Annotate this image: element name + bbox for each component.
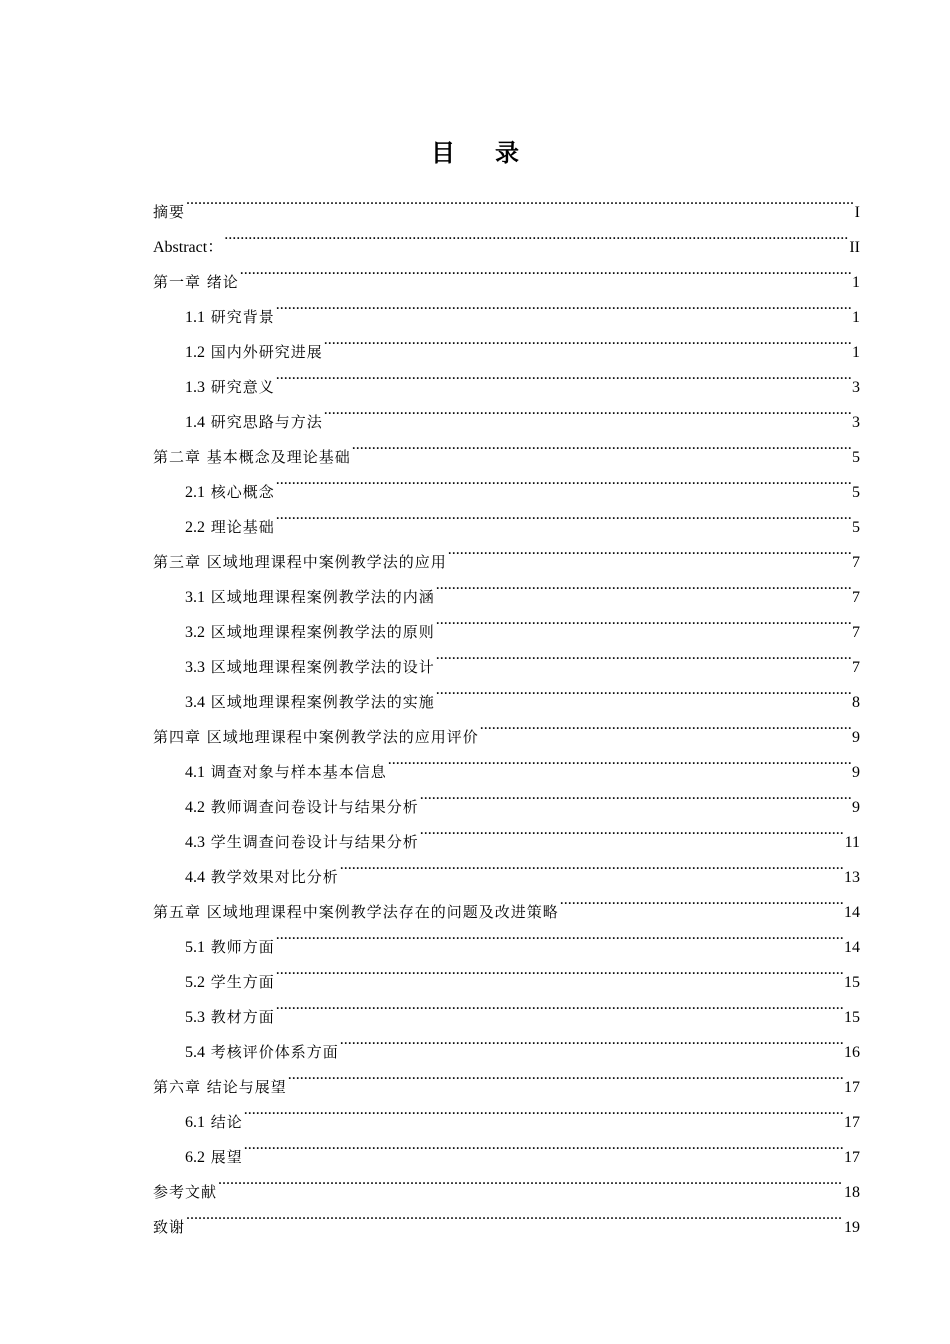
toc-entry-label	[185, 1105, 243, 1140]
toc-page-number: 9	[852, 799, 860, 816]
toc-entry-label	[185, 510, 275, 545]
toc-entry-text: 第二章 基本概念及理论基础	[153, 448, 351, 466]
toc-entry-label	[185, 370, 275, 405]
toc-page-number: 16	[844, 1044, 860, 1061]
toc-dot-leader	[340, 847, 843, 882]
toc-entry-number: 3.1	[185, 589, 205, 606]
toc-entry-text: Abstract：	[153, 239, 224, 256]
toc-dot-leader	[276, 462, 851, 497]
toc-entry-number: 5.2	[185, 974, 205, 991]
toc-dot-leader	[218, 1162, 843, 1197]
toc-entry-text: 展望	[210, 1148, 243, 1166]
toc-entry-number: 4.4	[185, 869, 205, 886]
toc-chapter-entry[interactable]	[153, 182, 860, 221]
toc-dot-leader	[244, 1092, 843, 1127]
toc-entry-text: 国内外研究进展	[210, 343, 323, 361]
toc-page-number: 5	[852, 484, 860, 501]
toc-entry-number: 2.1	[185, 484, 205, 501]
toc-entry-text: 教师方面	[210, 938, 275, 956]
toc-entry-label	[185, 1000, 275, 1035]
table-of-contents	[153, 182, 860, 1236]
toc-entry-text: 第四章 区域地理课程中案例教学法的应用评价	[153, 728, 479, 746]
toc-entry-label	[185, 755, 387, 790]
toc-dot-leader	[288, 1057, 843, 1092]
toc-page-number: 7	[852, 659, 860, 676]
toc-section-entry[interactable]	[153, 287, 860, 326]
toc-entry-text: 第六章 结论与展望	[153, 1078, 287, 1096]
toc-entry-label	[153, 230, 223, 265]
toc-entry-text: 致谢	[153, 1218, 186, 1236]
toc-entry-label	[185, 790, 419, 825]
toc-page-number: 17	[844, 1079, 860, 1096]
toc-dot-leader	[420, 812, 844, 847]
toc-entry-text: 第三章 区域地理课程中案例教学法的应用	[153, 553, 447, 571]
toc-dot-leader	[340, 1022, 843, 1057]
toc-entry-number: 5.4	[185, 1044, 205, 1061]
toc-page-number: 1	[852, 344, 860, 361]
toc-entry-label	[185, 615, 435, 650]
toc-dot-leader	[352, 427, 851, 462]
toc-entry-text: 学生调查问卷设计与结果分析	[210, 833, 419, 851]
toc-entry-text: 第一章 绪论	[153, 273, 239, 291]
toc-dot-leader	[186, 1197, 843, 1232]
toc-dot-leader	[420, 777, 851, 812]
toc-page-number: 14	[844, 939, 860, 956]
toc-entry-number: 1.2	[185, 344, 205, 361]
toc-dot-leader	[240, 252, 851, 287]
toc-entry-label	[185, 405, 323, 440]
toc-dot-leader	[276, 987, 843, 1022]
toc-page-number: 7	[852, 554, 860, 571]
toc-chapter-entry[interactable]	[153, 217, 860, 256]
toc-page-number: 8	[852, 694, 860, 711]
toc-dot-leader	[324, 322, 851, 357]
toc-entry-text: 区域地理课程案例教学法的设计	[210, 658, 435, 676]
toc-entry-label	[153, 265, 239, 300]
toc-entry-label	[185, 685, 435, 720]
toc-page-number: 7	[852, 589, 860, 606]
toc-dot-leader	[436, 637, 851, 672]
toc-entry-text: 区域地理课程案例教学法的实施	[210, 693, 435, 711]
toc-entry-number: 1.3	[185, 379, 205, 396]
toc-page-number: 15	[844, 974, 860, 991]
toc-entry-text: 考核评价体系方面	[210, 1043, 339, 1061]
toc-page-number: 7	[852, 624, 860, 641]
toc-dot-leader	[436, 602, 851, 637]
toc-entry-number: 3.4	[185, 694, 205, 711]
toc-entry-number: 3.3	[185, 659, 205, 676]
toc-entry-text: 核心概念	[210, 483, 275, 501]
toc-page-number: 17	[844, 1149, 860, 1166]
toc-page-number: 17	[844, 1114, 860, 1131]
toc-entry-text: 理论基础	[210, 518, 275, 536]
toc-dot-leader	[276, 497, 851, 532]
toc-page-number: 5	[852, 519, 860, 536]
toc-title	[0, 133, 950, 168]
toc-entry-number: 4.1	[185, 764, 205, 781]
toc-entry-text: 研究意义	[210, 378, 275, 396]
toc-entry-number: 5.1	[185, 939, 205, 956]
toc-page-number: 19	[844, 1219, 860, 1236]
toc-entry-text: 结论	[210, 1113, 243, 1131]
toc-chapter-entry[interactable]	[153, 1162, 860, 1201]
toc-page-number: 3	[852, 379, 860, 396]
toc-page-number: 5	[852, 449, 860, 466]
toc-dot-leader	[324, 392, 851, 427]
toc-dot-leader	[480, 707, 851, 742]
toc-page-number: 1	[852, 309, 860, 326]
toc-title-char-2: 录	[495, 139, 519, 167]
toc-page-number: II	[849, 239, 860, 256]
toc-entry-number: 6.1	[185, 1114, 205, 1131]
toc-entry-text: 研究思路与方法	[210, 413, 323, 431]
toc-chapter-entry[interactable]	[153, 252, 860, 291]
toc-dot-leader	[224, 217, 848, 252]
toc-chapter-entry[interactable]	[153, 1197, 860, 1236]
toc-entry-number: 1.1	[185, 309, 205, 326]
toc-page-number: 13	[844, 869, 860, 886]
toc-dot-leader	[244, 1127, 843, 1162]
toc-dot-leader	[276, 917, 843, 952]
toc-page-number: 11	[844, 834, 860, 851]
toc-dot-leader	[436, 672, 851, 707]
toc-entry-number: 4.3	[185, 834, 205, 851]
toc-section-entry[interactable]	[153, 1127, 860, 1166]
toc-entry-text: 第五章 区域地理课程中案例教学法存在的问题及改进策略	[153, 903, 559, 921]
toc-dot-leader	[186, 182, 854, 217]
toc-dot-leader	[436, 567, 851, 602]
toc-entry-label	[185, 965, 275, 1000]
toc-entry-number: 2.2	[185, 519, 205, 536]
toc-dot-leader	[276, 287, 851, 322]
toc-entry-text: 区域地理课程案例教学法的内涵	[210, 588, 435, 606]
toc-dot-leader	[448, 532, 851, 567]
toc-page-number: 1	[852, 274, 860, 291]
toc-entry-text: 教学效果对比分析	[210, 868, 339, 886]
toc-page-number: 15	[844, 1009, 860, 1026]
toc-page-number: 9	[852, 729, 860, 746]
toc-entry-text: 教材方面	[210, 1008, 275, 1026]
toc-entry-number: 1.4	[185, 414, 205, 431]
toc-entry-label	[185, 930, 275, 965]
toc-page-number: 9	[852, 764, 860, 781]
toc-entry-number: 3.2	[185, 624, 205, 641]
toc-entry-number: 5.3	[185, 1009, 205, 1026]
toc-entry-text: 区域地理课程案例教学法的原则	[210, 623, 435, 641]
toc-entry-label	[185, 475, 275, 510]
toc-entry-label	[153, 545, 447, 580]
toc-entry-text: 参考文献	[153, 1183, 218, 1201]
toc-page-number: I	[854, 204, 860, 221]
toc-entry-text: 学生方面	[210, 973, 275, 991]
toc-entry-text: 研究背景	[210, 308, 275, 326]
toc-page-number: 3	[852, 414, 860, 431]
toc-entry-text: 调查对象与样本基本信息	[210, 763, 387, 781]
toc-entry-number: 4.2	[185, 799, 205, 816]
toc-section-entry[interactable]	[153, 1092, 860, 1131]
toc-entry-label	[185, 580, 435, 615]
toc-page-number: 14	[844, 904, 860, 921]
toc-entry-text: 教师调查问卷设计与结果分析	[210, 798, 419, 816]
toc-entry-label	[185, 860, 339, 895]
toc-entry-label	[185, 300, 275, 335]
toc-entry-label	[185, 650, 435, 685]
toc-page-number: 18	[844, 1184, 860, 1201]
toc-dot-leader	[388, 742, 851, 777]
toc-dot-leader	[276, 952, 843, 987]
toc-entry-label	[153, 195, 185, 230]
toc-entry-text: 摘要	[153, 203, 186, 221]
toc-dot-leader	[276, 357, 851, 392]
toc-entry-number: 6.2	[185, 1149, 205, 1166]
toc-entry-label	[153, 1210, 185, 1245]
toc-title-char-1: 目	[431, 139, 455, 167]
toc-dot-leader	[560, 882, 843, 917]
